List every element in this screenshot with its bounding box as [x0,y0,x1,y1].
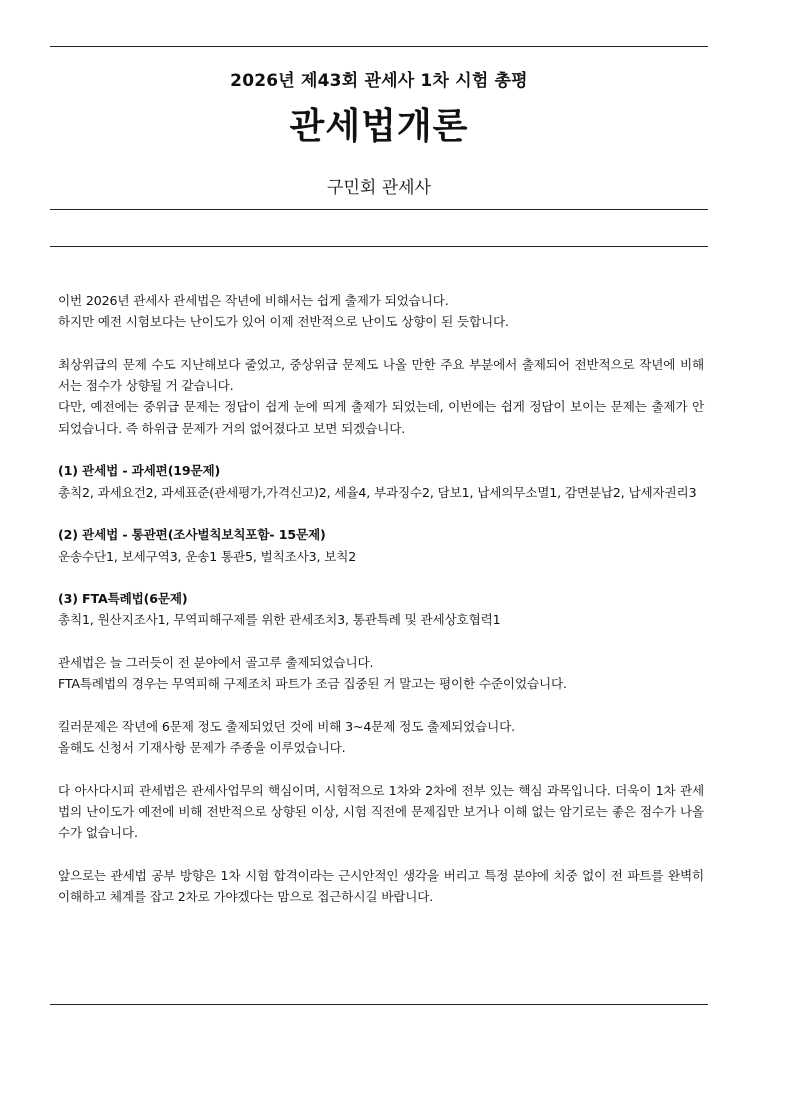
overall-line: FTA특례법의 경우는 무역피해 구제조치 파트가 조금 집중된 거 말고는 평이한 수준이었습니다. [58,676,567,692]
intro-line: 이번 2026년 관세사 관세법은 작년에 비해서는 쉽게 출제가 되었습니다. [58,293,449,308]
killer-line: 올해도 신청서 기재사항 문제가 주종을 이루었습니다. [58,740,346,756]
section-content: 총칙2, 과세요건2, 과세표준(관세평가,가격신고)2, 세율4, 부과징수2, 담보1, 납세의무소멸1, 감면분납2, 납세자권리3 [58,484,697,500]
top-rule [50,46,708,47]
overall-paragraph [58,652,704,695]
content-top-rule [50,246,708,247]
section-block [58,524,704,567]
section-block [58,588,704,631]
author-name: 구민회 관세사 [327,178,431,198]
section-heading: (1) 관세법 - 과세편(19문제) [58,463,221,479]
intro-paragraph [58,290,704,333]
exam-subtitle: 2026년 제43회 관세사 1차 시험 총평 [230,71,528,91]
killer-line: 킬러문제은 작년에 6문제 정도 출제되었던 것에 비해 3~4문제 정도 출제되었습니다. [58,718,516,734]
importance-paragraph: 다 아사다시피 관세법은 관세사업무의 핵심이며, 시험적으로 1차와 2차에 전부 있는 핵심 과목입니다. 더욱이 1차 관세법의 난이도가 예전에 비해 전반적으로 상향된 이상, 시험 직전에 문제집만 보거나 이해 없는 암기로는 좋은 점수가 나올 수가 없습니다. [58,782,704,841]
difficulty-paragraph: 최상위급의 문제 수도 지난해보다 줄었고, 중상위급 문제도 나올 만한 주요 부분에서 출제되어 전반적으로 작년에 비해서는 점수가 상향될 거 같습니다. [58,356,704,394]
intro-line: 하지만 예전 시험보다는 난이도가 있어 이제 전반적으로 난이도 상향이 된 듯합니다. [58,314,509,330]
difficulty-paragraph: 다만, 예전에는 중위급 문제는 정답이 쉽게 눈에 띄게 출제가 되었는데, 이번에는 쉽게 정답이 보이는 문제는 출제가 안되었습니다. 즉 하위급 문제가 거의 없어졌다고 보면 되겠습니다. [58,399,704,436]
killer-paragraph [58,716,704,759]
header-bottom-rule [50,209,708,210]
overall-line: 관세법은 늘 그러듯이 전 분야에서 골고루 출제되었습니다. [58,655,374,671]
advice-paragraph: 앞으로는 관세법 공부 방향은 1차 시험 합격이라는 근시안적인 생각을 버리고 특정 분야에 치중 없이 전 파트를 완벽히 이해하고 체계를 잡고 2차로 가야겠다는 맘으로 접근하시길 바랍니다. [58,868,704,905]
section-heading: (2) 관세법 - 통관편(조사벌칙보칙포함- 15문제) [58,527,326,543]
page-title: 관세법개론 [289,106,469,147]
section-content: 총칙1, 원산지조사1, 무역피해구제를 위한 관세조치3, 통관특례 및 관세상호협력1 [58,612,501,628]
section-heading: (3) FTA특례법(6문제) [58,591,188,607]
section-block [58,460,704,503]
section-content: 운송수단1, 보세구역3, 운송1 통관5, 벌칙조사3, 보칙2 [58,548,357,564]
bottom-rule [50,1004,708,1005]
review-body [58,290,704,929]
